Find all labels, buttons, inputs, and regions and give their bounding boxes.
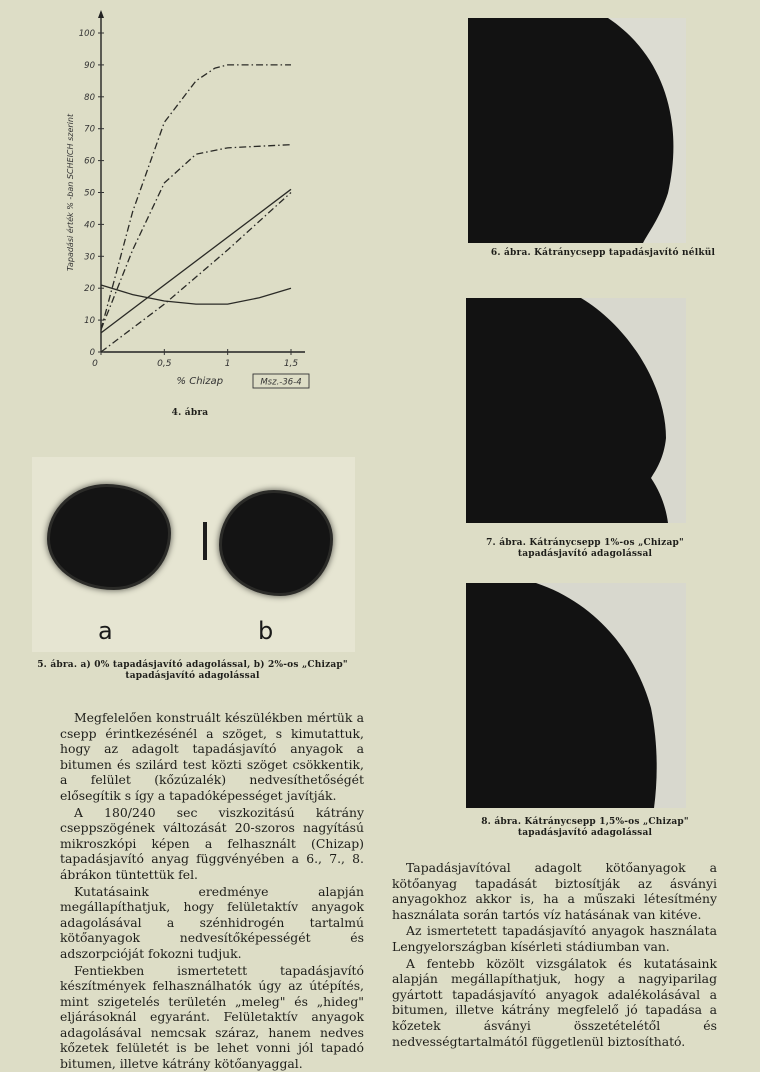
y-axis-arrow — [98, 10, 104, 18]
figure-8-caption-line2: tapadásjavító adagolással — [517, 828, 653, 838]
y-axis-label: Tapadási érték % -ban SCHEICH szerint — [66, 113, 75, 272]
label-b: b — [258, 617, 274, 645]
figure-5-caption-line2: tapadásjavító adagolással — [125, 671, 260, 681]
y-tick-label: 60 — [84, 156, 95, 167]
chart-svg — [55, 8, 325, 408]
figure-4-caption: 4. ábra — [171, 408, 209, 418]
right-paragraph-2: Az ismertetett tapadásjavító anyagok használata Lengyelországban kísérleti stádiumban van. — [392, 923, 717, 954]
x-axis-label: % Chizap — [176, 376, 224, 387]
figure-6-photo — [468, 18, 686, 243]
series-line-4 — [101, 193, 291, 353]
y-tick-label: 10 — [84, 316, 95, 327]
y-tick-label: 70 — [84, 124, 95, 135]
figure-5-photo — [32, 457, 355, 652]
figure-7-caption-line1: 7. ábra. Kátránycsepp 1%-os „Chizap" — [486, 538, 684, 548]
sample-b-blob — [222, 493, 330, 593]
y-tick-label: 30 — [84, 252, 95, 263]
y-tick-label: 20 — [84, 284, 95, 295]
figure-8-caption-line1: 8. ábra. Kátránycsepp 1,5%-os „Chizap" — [481, 817, 689, 827]
figure-8-photo — [466, 583, 686, 808]
figure-7-caption-line2: tapadásjavító adagolással — [517, 549, 653, 559]
x-tick-label: 0,5 — [157, 359, 172, 369]
label-a: a — [98, 617, 113, 645]
series-line-5 — [101, 285, 291, 304]
figure-7-caption — [460, 538, 710, 560]
figure-5-caption — [20, 660, 365, 682]
y-tick-label: 50 — [84, 188, 95, 199]
figure-7-drop — [466, 298, 686, 523]
sample-a-blob — [50, 487, 168, 587]
stamp-text: Msz.-36-4 — [260, 377, 302, 388]
right-paragraph-3: A fentebb közölt vizsgálatok és kutatásaink alapján megállapíthatjuk, hogy a nagyiparilag gyártott tapadásjavító anyagok adalékolásával a bitumen, illetve kátrány megfelelő jó tapadása a kőzetek ásványi összetételétől és nedvességtartalmától függetlenül biztosítható. — [392, 955, 717, 1049]
figure-8-drop — [466, 583, 686, 808]
left-paragraph-2: A 180/240 sec viszkozitású kátrány cseppszögének változását 20-szoros nagyítású mikroszkópi képen a felhasznált (Chizap) tapadásjavító anyag függvényében a 6., 7., 8. ábrákon tüntettük fel. — [60, 804, 364, 882]
left-paragraph-1: Megfelelően konstruált készülékben mértük a csepp érintkezésénél a szöget, s kimutattuk, hogy az adagolt tapadásjavító anyagok a bitumen és szilárd test közti szöget csökkentik, a felület (kőzúzalék) nedvesíthetőségét elősegítik s így a tapadóképességet javítják. — [60, 710, 364, 803]
y-tick-label: 40 — [84, 220, 95, 231]
y-tick-label: 80 — [84, 92, 95, 103]
figure-7-photo — [466, 298, 686, 523]
figure-5-caption-line1: 5. ábra. a) 0% tapadásjavító adagolással, b) 2%-os „Chizap" — [37, 660, 348, 670]
y-tick-label: 90 — [84, 60, 95, 71]
scale-bar — [203, 522, 207, 560]
x-tick-label: 0 — [92, 359, 98, 369]
figure-6-drop — [468, 18, 686, 243]
x-tick-label: 1 — [224, 359, 231, 369]
y-tick-label: 0 — [89, 348, 95, 358]
series-line-2 — [101, 145, 291, 330]
series-line-3 — [101, 189, 291, 333]
left-paragraph-3: Kutatásaink eredménye alapján megállapíthatjuk, hogy felületaktív anyagok adagolásával a szénhidrogén tartalmú kötőanyagok nedvesítőképességét és adszorpcióját fokozni tudjuk. — [60, 883, 364, 961]
x-tick-label: 1,5 — [283, 359, 299, 369]
y-tick-label: 100 — [78, 29, 95, 39]
left-paragraph-4: Fentiekben ismertetett tapadásjavító készítmények felhasználhatók úgy az útépítés, mint szigetelés területén „meleg" és „hideg" eljárásoknál egyaránt. Felületaktív anyagok adagolásával nemcsak száraz, hanem nedves kőzetek felületét is be lehet vonni jól tapadó bitumen, illetve kátrány kötőanyaggal. — [60, 962, 364, 1072]
series-line-1 — [101, 65, 291, 330]
figure-6-caption: 6. ábra. Kátránycsepp tapadásjavító nélkül — [490, 248, 716, 258]
figure-8-caption — [460, 817, 710, 839]
figure-4-chart — [55, 8, 325, 408]
right-paragraph-1: Tapadásjavítóval adagolt kötőanyagok a kötőanyag tapadását biztosítják az ásványi anyagokhoz akkor is, ha a műszaki létesítmény használata során tartós víz hatásának van kitéve. — [392, 860, 717, 922]
left-column-text — [60, 710, 364, 1072]
right-column-text — [392, 860, 717, 1049]
